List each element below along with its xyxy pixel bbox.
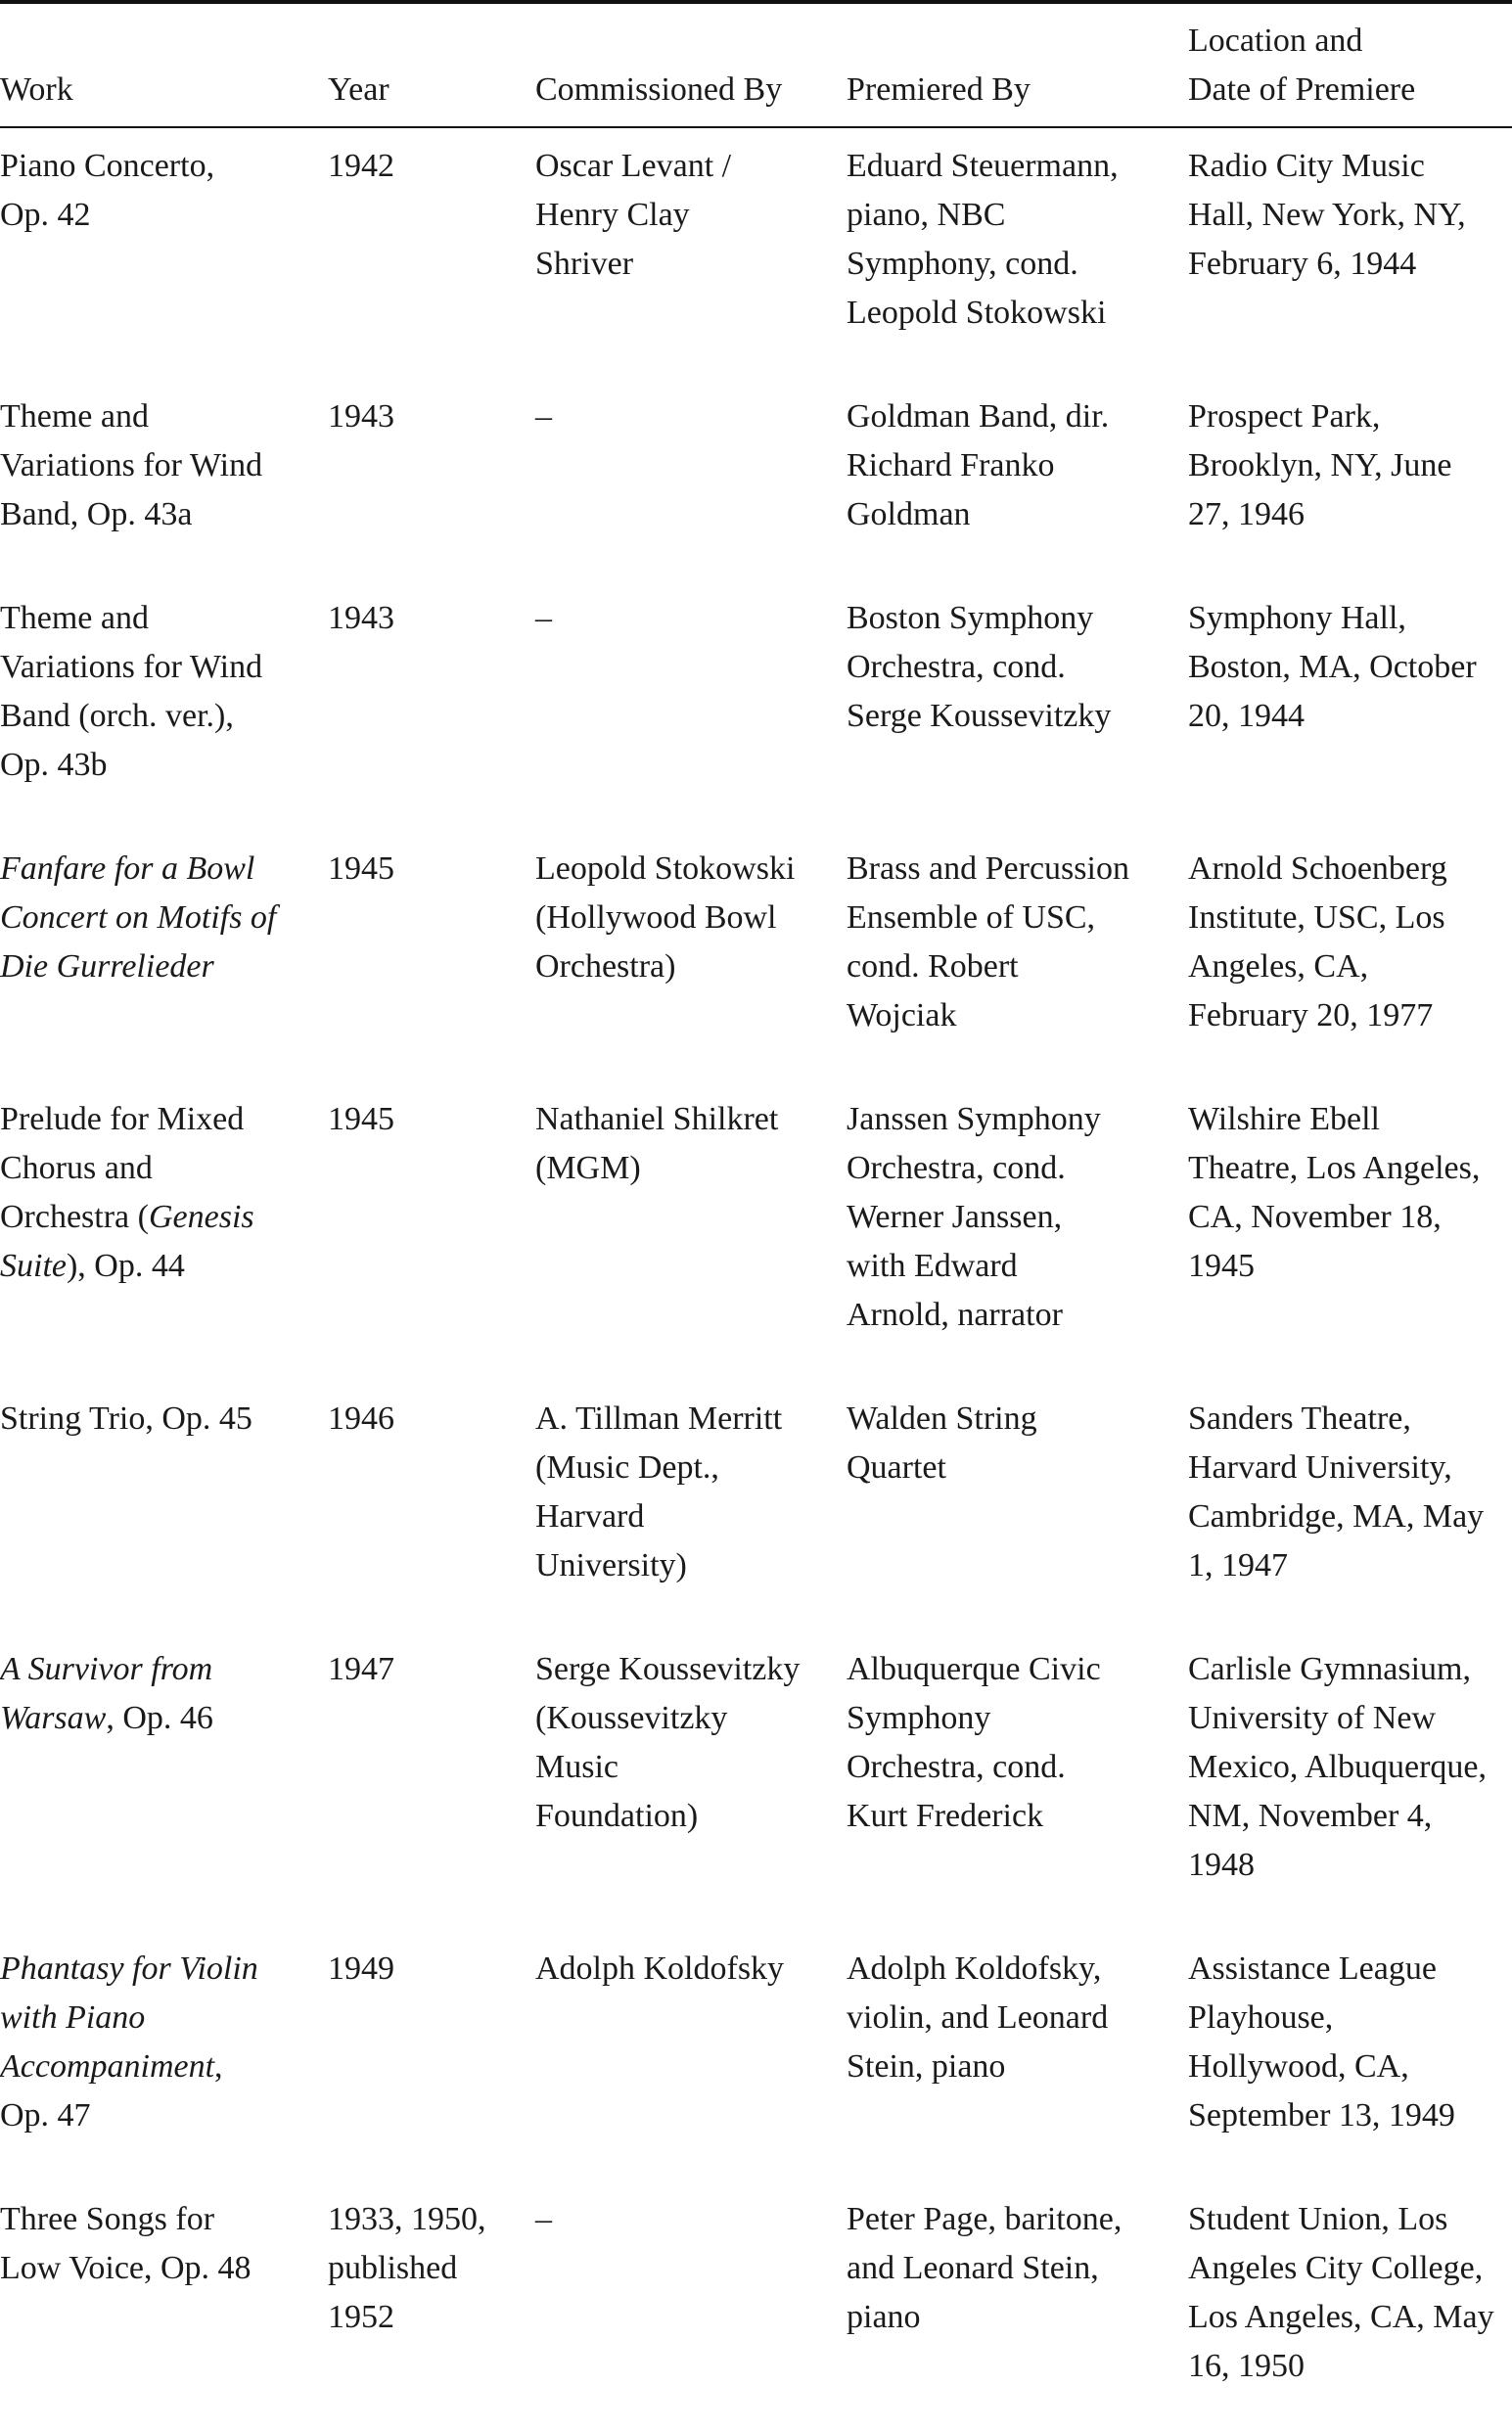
cell-premiered-by-line: Brass and Percussion xyxy=(847,850,1129,887)
cell-premiered-by-line: with Edward xyxy=(847,1248,1018,1284)
work-line: Concert on Motifs of xyxy=(0,899,277,936)
cell-location xyxy=(1188,1381,1512,1631)
work-line xyxy=(0,1994,328,2042)
header-location-line1: Location and xyxy=(1188,23,1363,59)
header-year: Year xyxy=(328,71,389,108)
cell-location-line: NM, November 4, xyxy=(1188,1798,1433,1834)
cell-location-line: September 13, 1949 xyxy=(1188,2097,1455,2134)
cell-location-line: Sanders Theatre, xyxy=(1188,1400,1411,1437)
header-commissioned-by: Commissioned By xyxy=(535,71,783,108)
work-line xyxy=(0,1193,328,1242)
table-row xyxy=(0,1081,1512,1381)
work-text: with Piano xyxy=(0,1999,146,2036)
work-line xyxy=(0,1095,328,1144)
cell-location-line: 27, 1946 xyxy=(1188,496,1305,532)
work-line xyxy=(0,1945,328,1994)
cell-premiered-by-line: Orchestra, cond. xyxy=(847,1150,1066,1186)
cell-location-line: CA, November 18, xyxy=(1188,1199,1442,1235)
cell-premiered-by-line: Arnold, narrator xyxy=(847,1297,1063,1333)
work-text: Accompaniment xyxy=(0,2048,215,2085)
cell-work xyxy=(0,128,328,379)
cell-premiered-by-line: Albuquerque Civic xyxy=(847,1651,1101,1687)
cell-location-line: Theatre, Los Angeles, xyxy=(1188,1150,1481,1186)
cell-year xyxy=(328,1081,535,1381)
cell-commissioned-by-line: A. Tillman Merritt xyxy=(535,1400,783,1437)
work-line: Fanfare for a Bowl xyxy=(0,850,255,887)
cell-year xyxy=(328,1931,535,2181)
cell-year xyxy=(328,831,535,1081)
cell-premiered-by-line: piano, NBC xyxy=(847,197,1006,233)
cell-commissioned-by-line: Nathaniel Shilkret xyxy=(535,1101,779,1137)
table-body xyxy=(0,128,1512,2432)
cell-premiered-by xyxy=(847,1631,1188,1931)
cell-commissioned-by-line: Orchestra) xyxy=(535,948,676,985)
work-text: ), Op. 44 xyxy=(66,1248,185,1284)
work-text: A Survivor from xyxy=(0,1651,213,1687)
cell-premiered-by-line: Richard Franko xyxy=(847,447,1055,483)
cell-commissioned-by-line: – xyxy=(535,398,552,435)
cell-commissioned-by xyxy=(535,128,847,379)
cell-location-line: Prospect Park, xyxy=(1188,398,1381,435)
cell-work xyxy=(0,379,328,580)
cell-location-line: Angeles, CA, xyxy=(1188,948,1369,985)
cell-work xyxy=(0,2181,328,2432)
cell-year-line: 1947 xyxy=(328,1651,394,1687)
cell-year xyxy=(328,1381,535,1631)
cell-commissioned-by-line: (MGM) xyxy=(535,1150,641,1186)
cell-premiered-by-line: Ensemble of USC, xyxy=(847,899,1096,936)
cell-commissioned-by-line: University) xyxy=(535,1547,687,1583)
cell-location-line: Harvard University, xyxy=(1188,1449,1452,1486)
cell-location xyxy=(1188,2181,1512,2432)
work-text: Op. 47 xyxy=(0,2097,91,2134)
cell-location-line: 20, 1944 xyxy=(1188,698,1305,734)
cell-year xyxy=(328,379,535,580)
cell-premiered-by xyxy=(847,1381,1188,1631)
work-text: Prelude for Mixed xyxy=(0,1101,245,1137)
cell-premiered-by-line: Janssen Symphony xyxy=(847,1101,1101,1137)
cell-commissioned-by-line: Foundation) xyxy=(535,1798,699,1834)
cell-year-line: 1945 xyxy=(328,850,394,887)
cell-commissioned-by xyxy=(535,2181,847,2432)
cell-premiered-by xyxy=(847,1081,1188,1381)
cell-location-line: Brooklyn, NY, June xyxy=(1188,447,1452,483)
cell-premiered-by-line: Symphony, cond. xyxy=(847,246,1078,282)
cell-premiered-by-line: Quartet xyxy=(847,1449,946,1486)
cell-premiered-by xyxy=(847,831,1188,1081)
work-line: Band, Op. 43a xyxy=(0,496,193,532)
cell-work xyxy=(0,1631,328,1931)
cell-location-line: Institute, USC, Los xyxy=(1188,899,1445,936)
cell-premiered-by-line: Goldman Band, dir. xyxy=(847,398,1110,435)
cell-premiered-by-line: Wojciak xyxy=(847,997,957,1033)
cell-premiered-by-line: Peter Page, baritone, xyxy=(847,2201,1123,2237)
cell-location-line: Cambridge, MA, May xyxy=(1188,1498,1485,1535)
cell-premiered-by-line: Goldman xyxy=(847,496,971,532)
cell-premiered-by-line: Orchestra, cond. xyxy=(847,649,1066,685)
cell-premiered-by xyxy=(847,379,1188,580)
cell-commissioned-by xyxy=(535,1631,847,1931)
cell-premiered-by-line: Serge Koussevitzky xyxy=(847,698,1112,734)
cell-work xyxy=(0,1381,328,1631)
work-line: String Trio, Op. 45 xyxy=(0,1400,252,1437)
work-line: Theme and xyxy=(0,600,149,636)
work-text: , xyxy=(214,2048,223,2085)
header-work: Work xyxy=(0,71,73,108)
work-text: Phantasy for Violin xyxy=(0,1950,258,1987)
table-row xyxy=(0,1631,1512,1931)
cell-location xyxy=(1188,1081,1512,1381)
table-row xyxy=(0,2181,1512,2432)
cell-location xyxy=(1188,128,1512,379)
cell-location-line: Symphony Hall, xyxy=(1188,600,1406,636)
header-location-line2: Date of Premiere xyxy=(1188,71,1416,108)
cell-commissioned-by-line: Serge Koussevitzky xyxy=(535,1651,801,1687)
cell-premiered-by-line: Leopold Stokowski xyxy=(847,295,1107,331)
table-row xyxy=(0,379,1512,580)
table-header xyxy=(0,0,1512,128)
cell-location-line: University of New xyxy=(1188,1700,1437,1736)
work-line xyxy=(0,2042,328,2091)
header-row xyxy=(0,0,1512,128)
cell-location-line: February 6, 1944 xyxy=(1188,246,1417,282)
cell-year-line: 1933, 1950, xyxy=(328,2201,486,2237)
cell-commissioned-by-line: Adolph Koldofsky xyxy=(535,1950,785,1987)
cell-premiered-by xyxy=(847,1931,1188,2181)
cell-location xyxy=(1188,580,1512,831)
work-text: Suite xyxy=(0,1248,67,1284)
cell-year-line: 1943 xyxy=(328,600,394,636)
cell-premiered-by-line: violin, and Leonard xyxy=(847,1999,1109,2036)
cell-commissioned-by-line: Oscar Levant / xyxy=(535,148,732,184)
cell-premiered-by-line: Orchestra, cond. xyxy=(847,1749,1066,1785)
cell-work xyxy=(0,831,328,1081)
cell-location-line: Hall, New York, NY, xyxy=(1188,197,1466,233)
work-line: Variations for Wind xyxy=(0,649,263,685)
cell-location xyxy=(1188,831,1512,1081)
cell-commissioned-by-line: (Music Dept., xyxy=(535,1449,719,1486)
cell-location-line: 1945 xyxy=(1188,1248,1255,1284)
work-line xyxy=(0,1694,328,1743)
work-line: Piano Concerto, xyxy=(0,148,215,184)
header-location xyxy=(1188,0,1512,128)
cell-location-line: Angeles City College, xyxy=(1188,2250,1484,2286)
cell-premiered-by-line: Stein, piano xyxy=(847,2048,1006,2085)
work-text: , Op. 46 xyxy=(106,1700,213,1736)
cell-commissioned-by xyxy=(535,1081,847,1381)
cell-work xyxy=(0,1081,328,1381)
work-line: Band (orch. ver.), xyxy=(0,698,234,734)
cell-year-line: 1946 xyxy=(328,1400,394,1437)
cell-premiered-by-line: Walden String xyxy=(847,1400,1037,1437)
work-text: Warsaw xyxy=(0,1700,107,1736)
cell-year xyxy=(328,580,535,831)
work-text: Chorus and xyxy=(0,1150,153,1186)
cell-premiered-by-line: piano xyxy=(847,2299,921,2335)
cell-work xyxy=(0,580,328,831)
cell-commissioned-by xyxy=(535,1381,847,1631)
cell-work xyxy=(0,1931,328,2181)
cell-location-line: Wilshire Ebell xyxy=(1188,1101,1380,1137)
cell-commissioned-by-line: Henry Clay xyxy=(535,197,690,233)
cell-location-line: Playhouse, xyxy=(1188,1999,1334,2036)
cell-premiered-by xyxy=(847,128,1188,379)
cell-commissioned-by-line: – xyxy=(535,600,552,636)
cell-location-line: 1948 xyxy=(1188,1847,1255,1883)
cell-premiered-by-line: and Leonard Stein, xyxy=(847,2250,1099,2286)
cell-location-line: Los Angeles, CA, May xyxy=(1188,2299,1494,2335)
table-row xyxy=(0,831,1512,1081)
table-row xyxy=(0,1931,1512,2181)
cell-premiered-by-line: Eduard Steuermann, xyxy=(847,148,1119,184)
header-premiered-by: Premiered By xyxy=(847,71,1031,108)
work-line: Three Songs for xyxy=(0,2201,215,2237)
work-line: Variations for Wind xyxy=(0,447,263,483)
table-row xyxy=(0,128,1512,379)
cell-commissioned-by-line: (Koussevitzky xyxy=(535,1700,728,1736)
cell-year-line: 1949 xyxy=(328,1950,394,1987)
work-line xyxy=(0,1242,328,1291)
work-line: Op. 42 xyxy=(0,197,91,233)
cell-commissioned-by xyxy=(535,831,847,1081)
cell-location-line: Radio City Music xyxy=(1188,148,1425,184)
cell-location-line: 1, 1947 xyxy=(1188,1547,1288,1583)
cell-location-line: Mexico, Albuquerque, xyxy=(1188,1749,1487,1785)
work-line xyxy=(0,1144,328,1193)
work-line: Die Gurrelieder xyxy=(0,948,214,985)
cell-location-line: Hollywood, CA, xyxy=(1188,2048,1409,2085)
cell-location-line: Arnold Schoenberg xyxy=(1188,850,1447,887)
cell-location xyxy=(1188,1631,1512,1931)
cell-location-line: February 20, 1977 xyxy=(1188,997,1434,1033)
work-line: Low Voice, Op. 48 xyxy=(0,2250,252,2286)
cell-commissioned-by-line: Leopold Stokowski xyxy=(535,850,796,887)
cell-location-line: Assistance League xyxy=(1188,1950,1437,1987)
cell-premiered-by-line: Werner Janssen, xyxy=(847,1199,1063,1235)
cell-location xyxy=(1188,1931,1512,2181)
table-row xyxy=(0,580,1512,831)
cell-commissioned-by-line: Music xyxy=(535,1749,619,1785)
cell-year xyxy=(328,2181,535,2432)
cell-commissioned-by-line: (Hollywood Bowl xyxy=(535,899,777,936)
cell-premiered-by xyxy=(847,580,1188,831)
cell-location-line: Boston, MA, October xyxy=(1188,649,1477,685)
cell-year-line: 1943 xyxy=(328,398,394,435)
work-line xyxy=(0,1645,328,1694)
cell-year-line: 1952 xyxy=(328,2299,394,2335)
cell-commissioned-by xyxy=(535,580,847,831)
cell-year-line: 1942 xyxy=(328,148,394,184)
work-line: Op. 43b xyxy=(0,747,108,783)
work-text: Genesis xyxy=(148,1199,254,1235)
cell-commissioned-by-line: Harvard xyxy=(535,1498,645,1535)
cell-commissioned-by-line: – xyxy=(535,2201,552,2237)
cell-premiered-by-line: Kurt Frederick xyxy=(847,1798,1044,1834)
cell-premiered-by xyxy=(847,2181,1188,2432)
cell-commissioned-by-line: Shriver xyxy=(535,246,634,282)
cell-commissioned-by xyxy=(535,379,847,580)
cell-location xyxy=(1188,379,1512,580)
cell-premiered-by-line: Adolph Koldofsky, xyxy=(847,1950,1102,1987)
work-line: Theme and xyxy=(0,398,149,435)
cell-location-line: Student Union, Los xyxy=(1188,2201,1448,2237)
cell-premiered-by-line: cond. Robert xyxy=(847,948,1019,985)
cell-year xyxy=(328,1631,535,1931)
work-text: Orchestra ( xyxy=(0,1199,149,1235)
work-line xyxy=(0,2091,328,2140)
cell-year-line: 1945 xyxy=(328,1101,394,1137)
cell-premiered-by-line: Boston Symphony xyxy=(847,600,1094,636)
table-row xyxy=(0,1381,1512,1631)
cell-commissioned-by xyxy=(535,1931,847,2181)
cell-location-line: Carlisle Gymnasium, xyxy=(1188,1651,1471,1687)
cell-year xyxy=(328,128,535,379)
cell-year-line: published xyxy=(328,2250,458,2286)
cell-premiered-by-line: Symphony xyxy=(847,1700,991,1736)
cell-location-line: 16, 1950 xyxy=(1188,2348,1305,2384)
